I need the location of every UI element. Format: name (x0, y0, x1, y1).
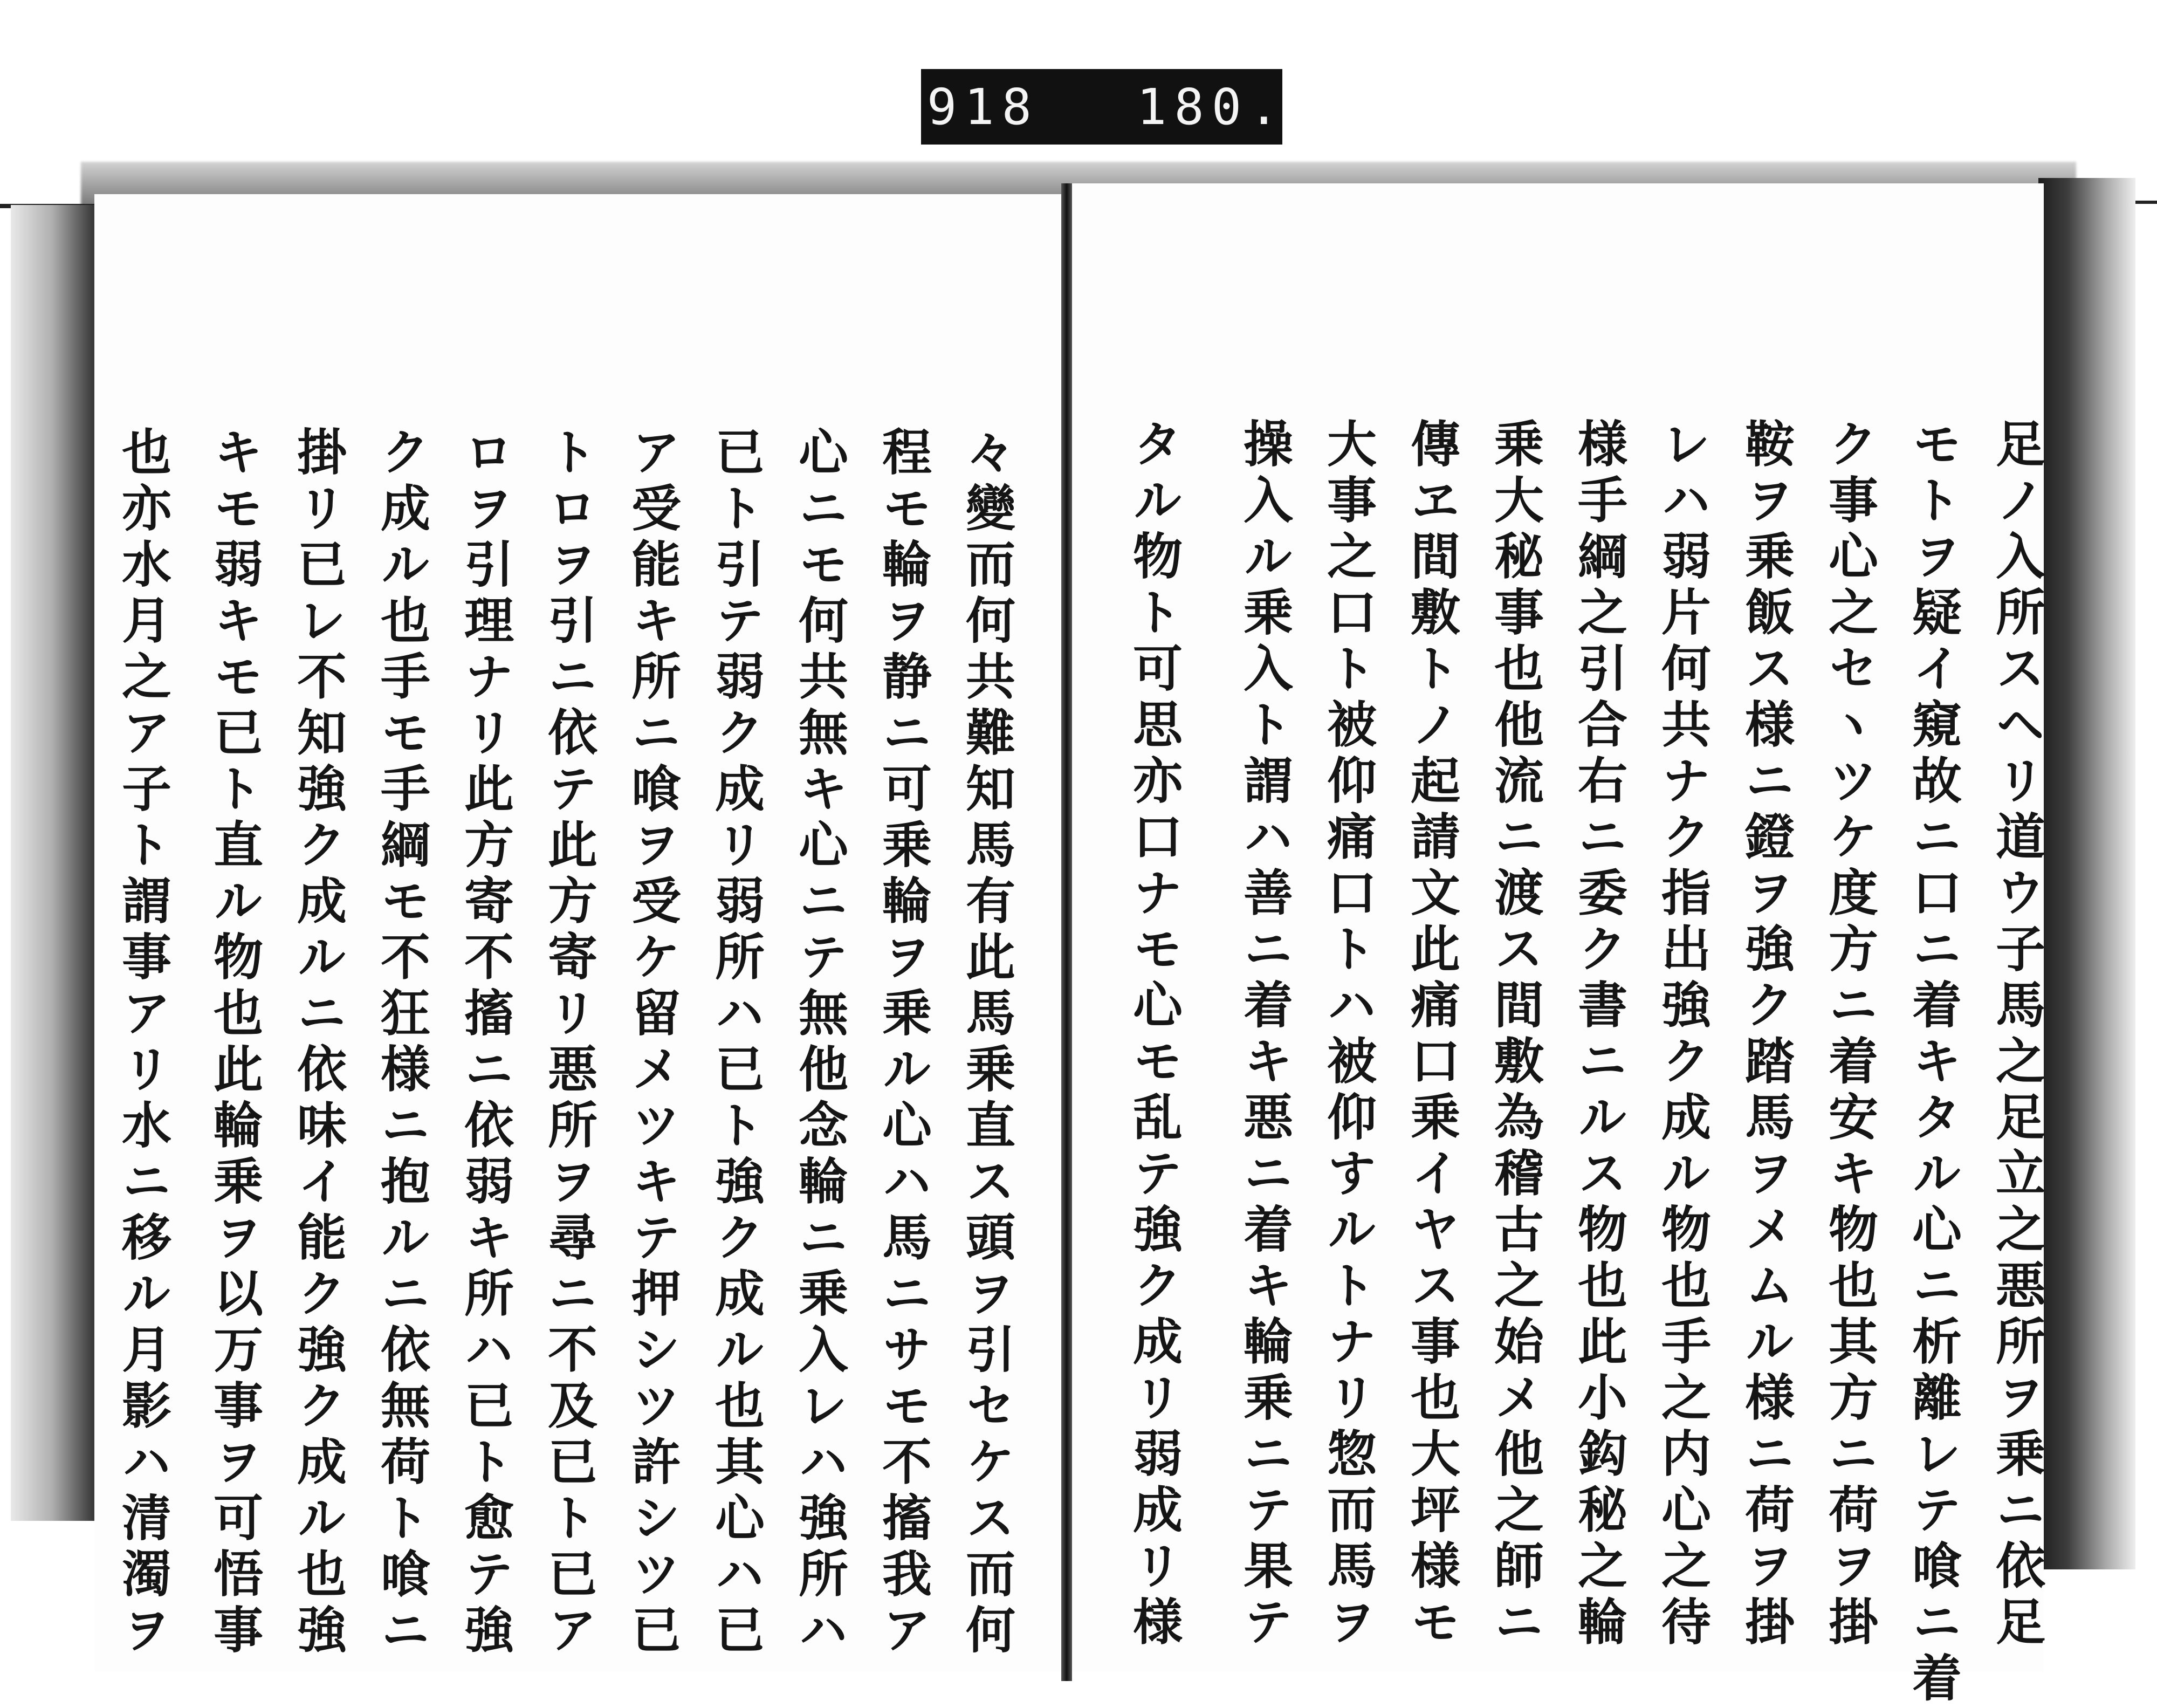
id-label-right: 180. (1137, 78, 1287, 136)
left-page-column: 掛リ已レ不知強ク成ルニ依味イ能ク強ク成ル也強 (289, 426, 347, 1660)
right-page-column: モトヲ疑イ窺故ニ口ニ着キタル心ニ析離レテ喰ニ着 (1904, 418, 1962, 1708)
left-page-column: 已ト引テ弱ク成リ弱所ハ已ト強ク成ル也其心ハ已 (707, 426, 765, 1660)
right-page-column: 足ノ入所スヘリ道ウ子馬之足立之悪所ヲ乗ニ依足 (1988, 418, 2046, 1652)
right-page-column: レハ弱片何共ナク指出強ク成ル物也手之内心之待 (1653, 418, 1712, 1652)
right-page-column: 様手綱之引合右ニ委ク書ニルス物也此小鈎秘之輪 (1570, 418, 1628, 1652)
right-page-column: 操入ル乗入ト謂ハ善ニ着キ悪ニ着キ輪乗ニテ果テ (1235, 418, 1294, 1652)
left-page-column: 心ニモ何共無キ心ニテ無他念輪ニ乗入レハ強所ハ (791, 426, 849, 1660)
right-page-column: 大事之口ト被仰痛口トハ被仰すルトナリ惣而馬ヲ (1319, 418, 1377, 1652)
right-page-column: 乗大秘事也他流ニ渡ス間敷為稽古之始メ他之師ニ (1486, 418, 1544, 1652)
left-page-column: ロヲ引理ナリ此方寄不搐ニ依弱キ所ハ已ト愈テ強 (456, 426, 514, 1660)
left-page-column: キモ弱キモ已ト直ル物也此輪乗ヲ以万事ヲ可悟事 (205, 426, 264, 1660)
id-label-left: 918 (926, 78, 1040, 136)
left-page-column: 程モ輪ヲ静ニ可乗輪ヲ乗ル心ハ馬ニサモ不搐我ア (874, 426, 932, 1660)
left-page-column: ア受能キ所ニ喰ヲ受ケ留メツキテ押シツ許シツ已 (623, 426, 682, 1660)
book-edge-right (2038, 178, 2135, 1569)
right-page (1070, 183, 2044, 1672)
left-page-column: 也亦水月之ア子ト謂事アリ水ニ移ル月影ハ清濁ヲ (114, 426, 172, 1660)
book-gutter (1061, 183, 1072, 1681)
left-page-column: トロヲ引ニ依テ此方寄リ悪所ヲ尋ニ不及已ト已ア (540, 426, 598, 1660)
right-page-column: ク事心之セヽツケ度方ニ着安キ物也其方ニ荷ヲ掛 (1821, 418, 1879, 1652)
left-page-column: 々變而何共難知馬有此馬乗直ス頭ヲ引セケス而何 (958, 426, 1016, 1660)
right-page-column: タル物ト可思亦口ナモ心モ乱テ強ク成リ弱成リ様 (1125, 418, 1183, 1652)
right-page-column: 傳ヱ間敷トノ起請文此痛口乗イヤス事也大坪様モ (1403, 418, 1461, 1652)
right-page-column: 鞍ヲ乗飯ス様ニ鐙ヲ強ク踏馬ヲメムル様ニ荷ヲ掛 (1737, 418, 1795, 1652)
left-page-column: ク成ル也手モ手綱モ不狂様ニ抱ルニ依無荷ト喰ニ (373, 426, 431, 1660)
id-label (921, 69, 1287, 145)
